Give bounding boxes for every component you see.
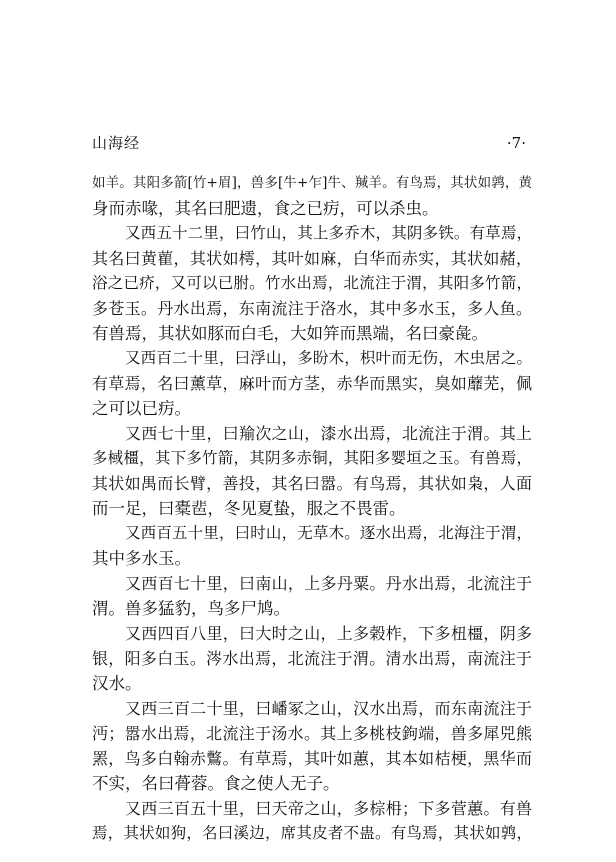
text-line: 多棫橿，其下多竹箭，其阴多赤铜，其阳多婴垣之玉。有兽焉， bbox=[92, 449, 532, 467]
text-line: 之可以已疠。 bbox=[92, 399, 191, 418]
text-line: 银，阳多白玉。涔水出焉，北流注于渭。清水出焉，南流注于 bbox=[92, 649, 532, 668]
text-line: 有兽焉，其状如豚而白毛，大如笄而黑端，名曰豪彘。 bbox=[92, 324, 488, 343]
body-text bbox=[92, 171, 532, 846]
text-line: 有草焉，名曰薰草，麻叶而方茎，赤华而黑实，臭如蘼芜，佩 bbox=[92, 374, 532, 393]
running-head-title: 山海经 bbox=[92, 134, 141, 152]
text-line: 焉，其状如狗，名曰溪边，席其皮者不蛊。有鸟焉，其状如鹑， bbox=[92, 824, 532, 842]
text-line: 其中多水玉。 bbox=[92, 549, 191, 568]
text-line: 又西百二十里，曰浮山，多盼木，枳叶而无伤，木虫居之。 bbox=[125, 349, 532, 367]
text-line: 浴之已疥，又可以已胕。竹水出焉，北流注于渭，其阳多竹箭， bbox=[92, 274, 532, 292]
text-line: 而一足，曰橐𩇯，冬见夏蛰，服之不畏雷。 bbox=[92, 499, 406, 518]
text-line: 罴，鸟多白翰赤鷩。有草焉，其叶如蕙，其本如桔梗，黑华而 bbox=[92, 749, 532, 768]
text-line: 又西三百二十里，曰嶓冢之山，汉水出焉，而东南流注于 bbox=[125, 699, 532, 718]
text-line: 多苍玉。丹水出焉，东南流注于洛水，其中多水玉，多人鱼。 bbox=[92, 299, 532, 318]
text-line: 渭。兽多猛豹，鸟多尸鸠。 bbox=[92, 599, 290, 618]
text-line: 又西三百五十里，曰天帝之山，多棕枏；下多菅蕙。有兽 bbox=[125, 799, 532, 818]
text-line: 又西五十二里，曰竹山，其上多乔木，其阴多铁。有草焉， bbox=[125, 224, 532, 242]
text-line: 其名曰黄雚，其状如樗，其叶如麻，白华而赤实，其状如赭， bbox=[92, 249, 532, 268]
text-line: 不实，名曰蓇蓉。食之使人无子。 bbox=[92, 774, 340, 793]
text-line: 沔；嚣水出焉，北流注于汤水。其上多桃枝鉤端，兽多犀兕熊 bbox=[92, 724, 532, 743]
text-line: 又西四百八里，曰大时之山，上多榖柞，下多杻橿，阴多 bbox=[125, 624, 532, 643]
text-line: 其状如禺而长臂，善投，其名曰嚣。有鸟焉，其状如枭，人面 bbox=[92, 474, 532, 493]
text-line: 又西百七十里，曰南山，上多丹粟。丹水出焉，北流注于 bbox=[125, 574, 532, 593]
page-number: ·7· bbox=[506, 134, 526, 152]
text-line: 如羊。其阳多箭[竹+眉]，兽多[牛+乍]牛、羬羊。有鸟焉，其状如鹑，黄 bbox=[92, 175, 532, 191]
text-line: 身而赤喙，其名曰肥遗，食之已疠，可以杀虫。 bbox=[92, 199, 439, 218]
text-line: 又西七十里，曰羭次之山，漆水出焉，北流注于渭。其上 bbox=[125, 424, 532, 443]
text-line: 又西百五十里，曰时山，无草木。逐水出焉，北海注于渭， bbox=[125, 524, 532, 542]
text-line: 汉水。 bbox=[92, 674, 142, 693]
